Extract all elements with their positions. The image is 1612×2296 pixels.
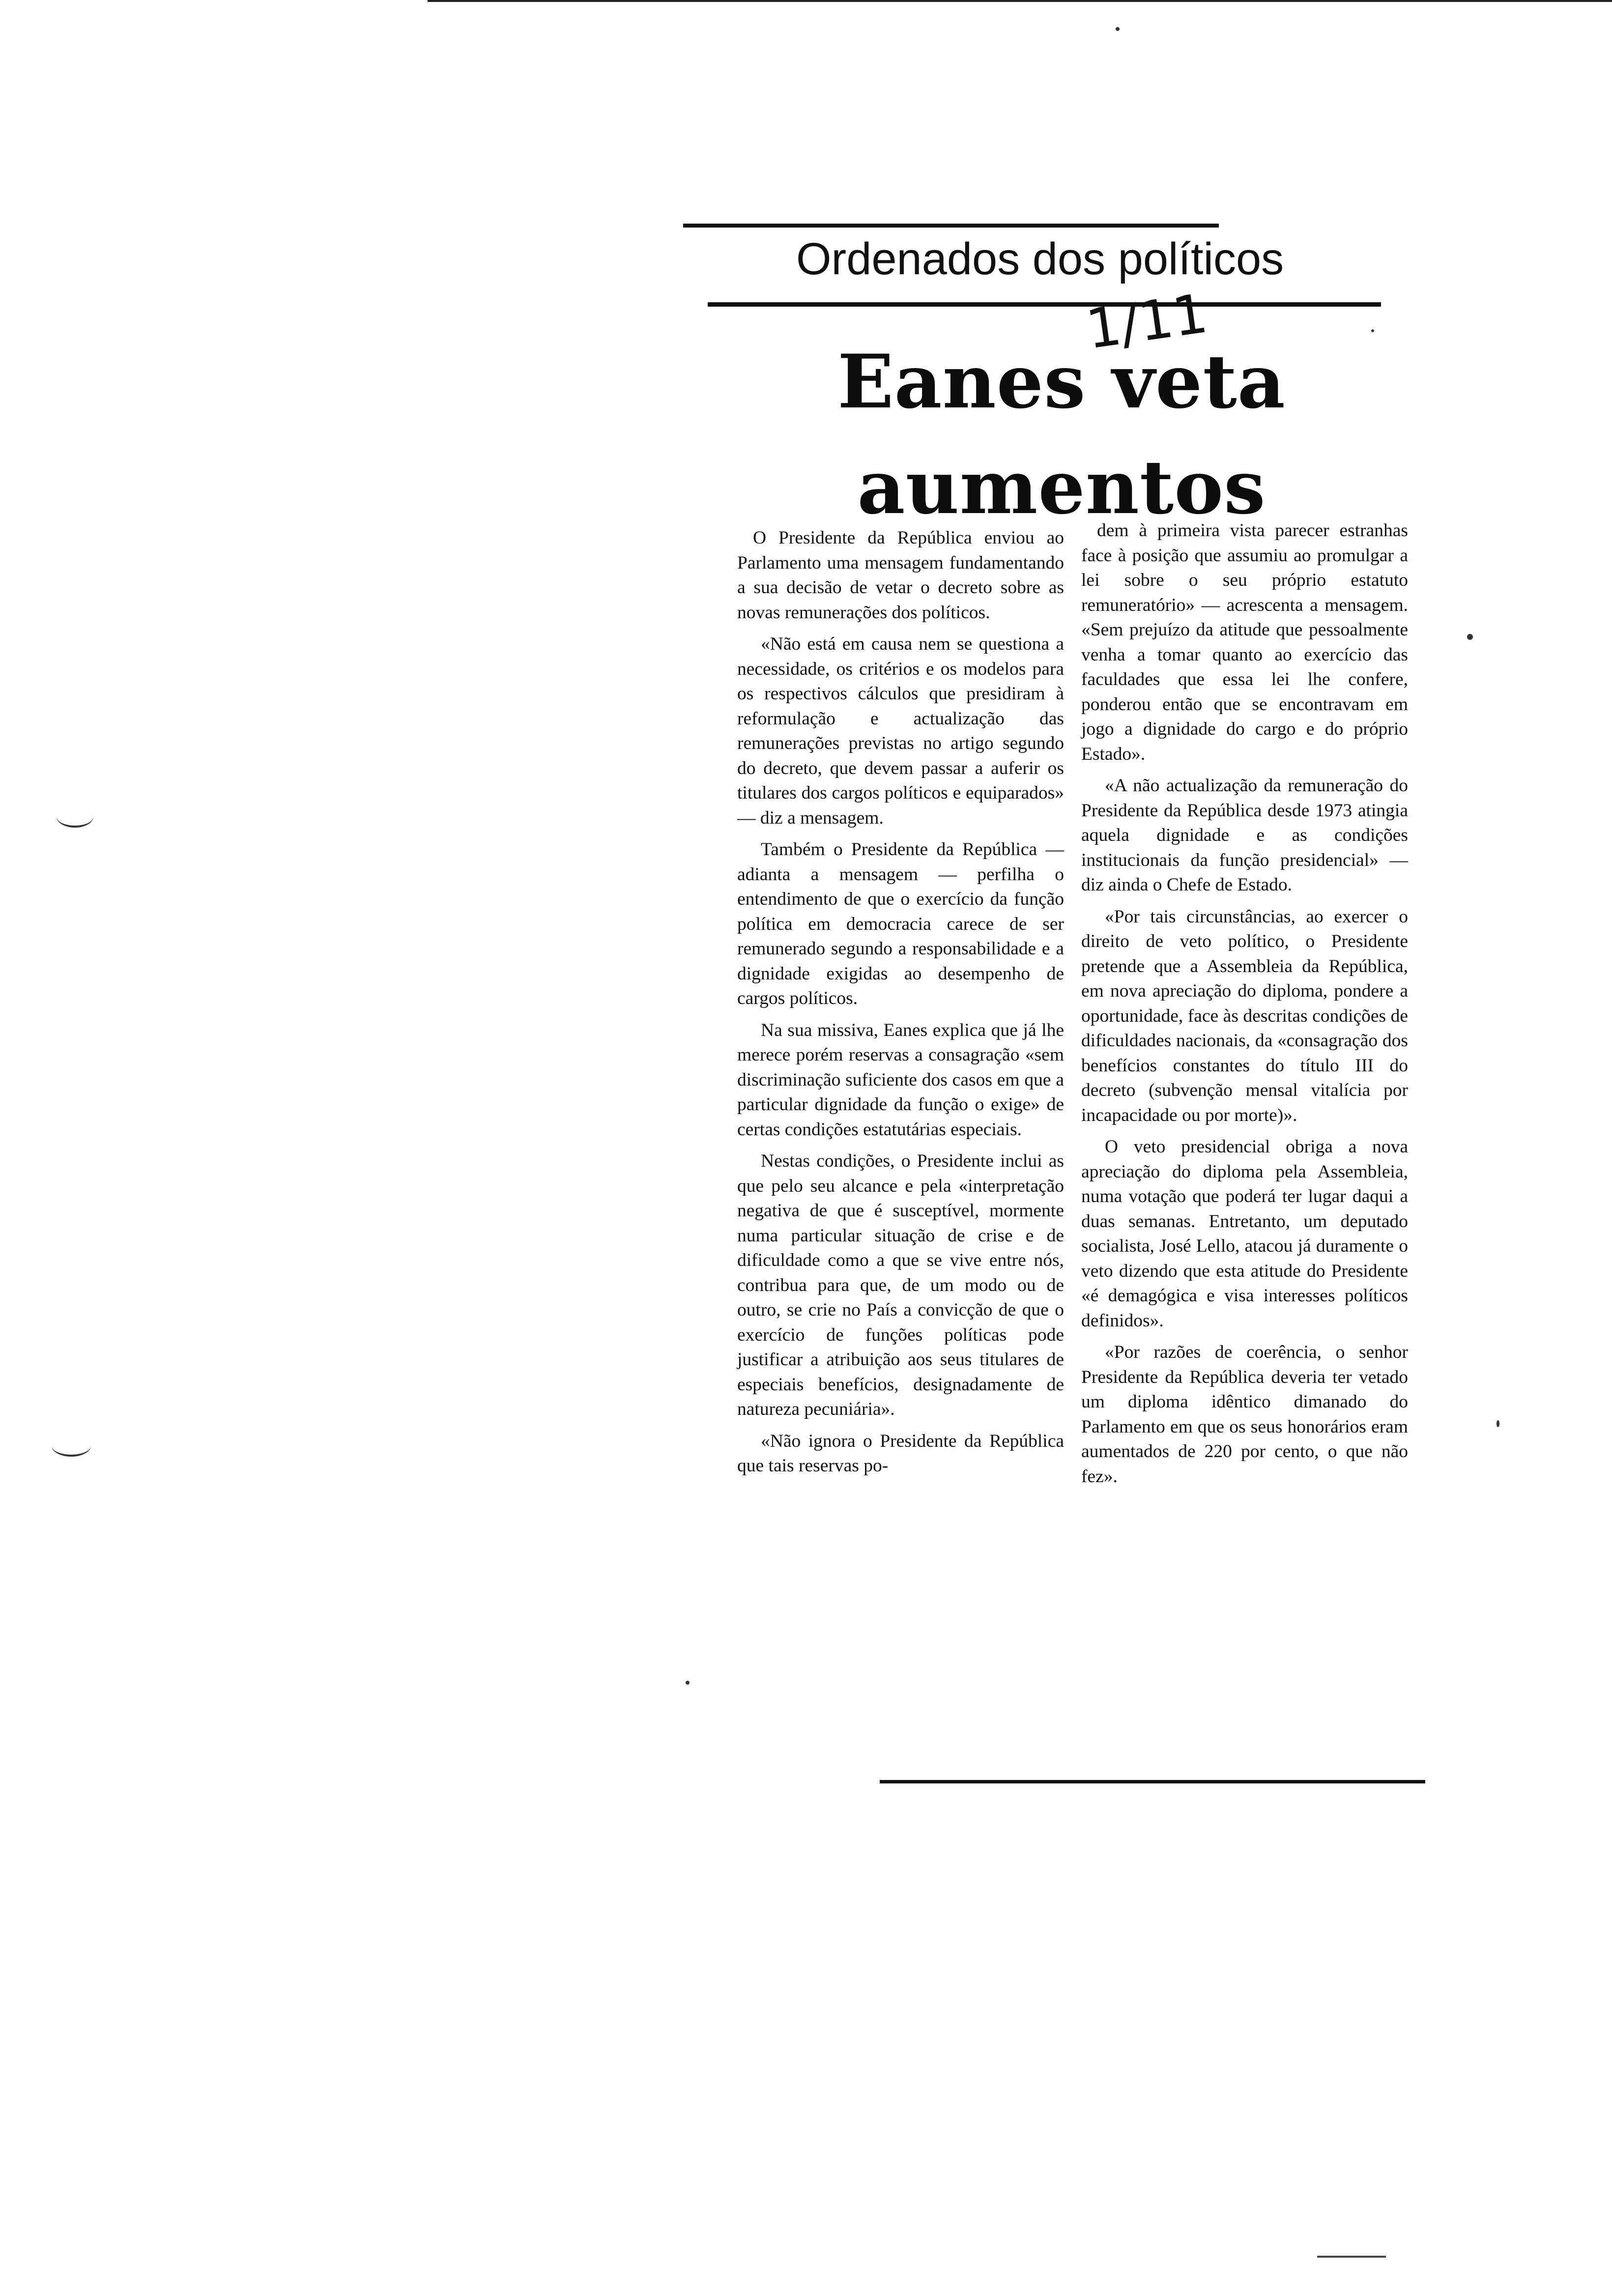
paragraph: «Não ignora o Presidente da República que tais reservas po- <box>737 1431 1064 1476</box>
headline-line-2: aumentos <box>857 444 1266 531</box>
left-column <box>737 526 1064 1486</box>
scan-mark <box>1317 2256 1386 2258</box>
scan-mark <box>52 1435 91 1457</box>
paragraph: Na sua missiva, Eanes explica que já lhe merece porém reservas a consagração «sem discriminação suficiente dos casos em que a particular dignidade da função o exige» de certas condições estatutárias especiais. <box>737 1020 1064 1140</box>
paragraph: O veto presidencial obriga a nova apreciação do diploma pela Assembleia, numa votação que poderá ter lugar daqui a duas semanas. Entretanto, um deputado socialista, José Lello, atacou já duramente o veto dizendo que esta atitude do Presidente «é demagógica e visa interesses políticos definidos». <box>1081 1137 1408 1331</box>
headline-line-1: Eanes veta <box>837 339 1286 425</box>
scan-speck <box>1371 329 1374 332</box>
article-headline <box>683 329 1440 541</box>
paragraph: Também o Presidente da República — adianta a mensagem — perfilha o entendimento de que o exercício da função política em democracia carece de ser remunerado segundo a responsabilidade e a dignidade exigidas ao desempenho de cargos políticos. <box>737 839 1064 1008</box>
paragraph: dem à primeira vista parecer estranhas face à posição que assumiu ao promulgar a lei sobre o seu próprio estatuto remuneratório» — acrescenta a mensagem. «Sem prejuízo da atitude que pessoalmente venha a tomar quanto ao exercício das faculdades que essa lei lhe confere, ponderou então que se encontravam em jogo a dignidade do cargo e do próprio Estado». <box>1081 520 1408 764</box>
scan-speck <box>686 1681 690 1685</box>
handwritten-mark: 1/11 <box>1082 282 1211 361</box>
scan-speck <box>1497 1420 1499 1427</box>
page-top-rule <box>428 0 1612 2</box>
newspaper-clipping <box>683 211 1440 1794</box>
kicker-underline-rule <box>708 302 1381 307</box>
paragraph: «Por tais circunstâncias, ao exercer o direito de veto político, o Presidente pretende que a Assembleia da República, em nova apreciação do diploma, pondere a oportunidade, face às descritas condições de dificuldades nacionais, da «consagração dos benefícios constantes do título III do decreto (subvenção mensal vitalícia por incapacidade ou por morte)». <box>1081 906 1408 1125</box>
paragraph: Nestas condições, o Presidente inclui as que pelo seu alcance e pela «interpretação negativa de que é susceptível, mormente numa particular situação de crise e de dificuldade como a que se vive entre nós, contribua para que, de um modo ou de outro, se crie no País a convicção de que o exercício de funções políticas pode justificar a atribuição aos seus titulares de especiais benefícios, designadamente de natureza pecuniária». <box>737 1151 1064 1419</box>
paragraph: «A não actualização da remuneração do Presidente da República desde 1973 atingia aquela dignidade e as condições institucionais da função presidencial» — diz ainda o Chefe de Estado. <box>1081 775 1408 895</box>
top-rule <box>683 224 1219 228</box>
paragraph: «Não está em causa nem se questiona a necessidade, os critérios e os modelos para os respectivos cálculos que presidiram à reformulação e actualização das remunerações previstas no artigo segundo do decreto, que devem passar a auferir os titulares dos cargos políticos e equiparados» — diz a mensagem. <box>737 634 1064 828</box>
scan-mark <box>57 806 93 828</box>
scan-speck <box>1467 634 1473 640</box>
article-kicker: Ordenados dos políticos <box>796 234 1284 284</box>
paragraph: «Por razões de coerência, o senhor Presidente da República deveria ter vetado um diploma idêntico dimanado do Parlamento em que os seus honorários eram aumentados de 220 por cento, o que não fez». <box>1081 1342 1408 1487</box>
bottom-rule <box>880 1780 1425 1783</box>
right-column <box>1081 518 1408 1496</box>
paragraph: O Presidente da República enviou ao Parlamento uma mensagem fundamentando a sua decisão de vetar o decreto sobre as novas remunerações dos políticos. <box>737 528 1064 623</box>
scan-speck <box>1116 27 1120 31</box>
